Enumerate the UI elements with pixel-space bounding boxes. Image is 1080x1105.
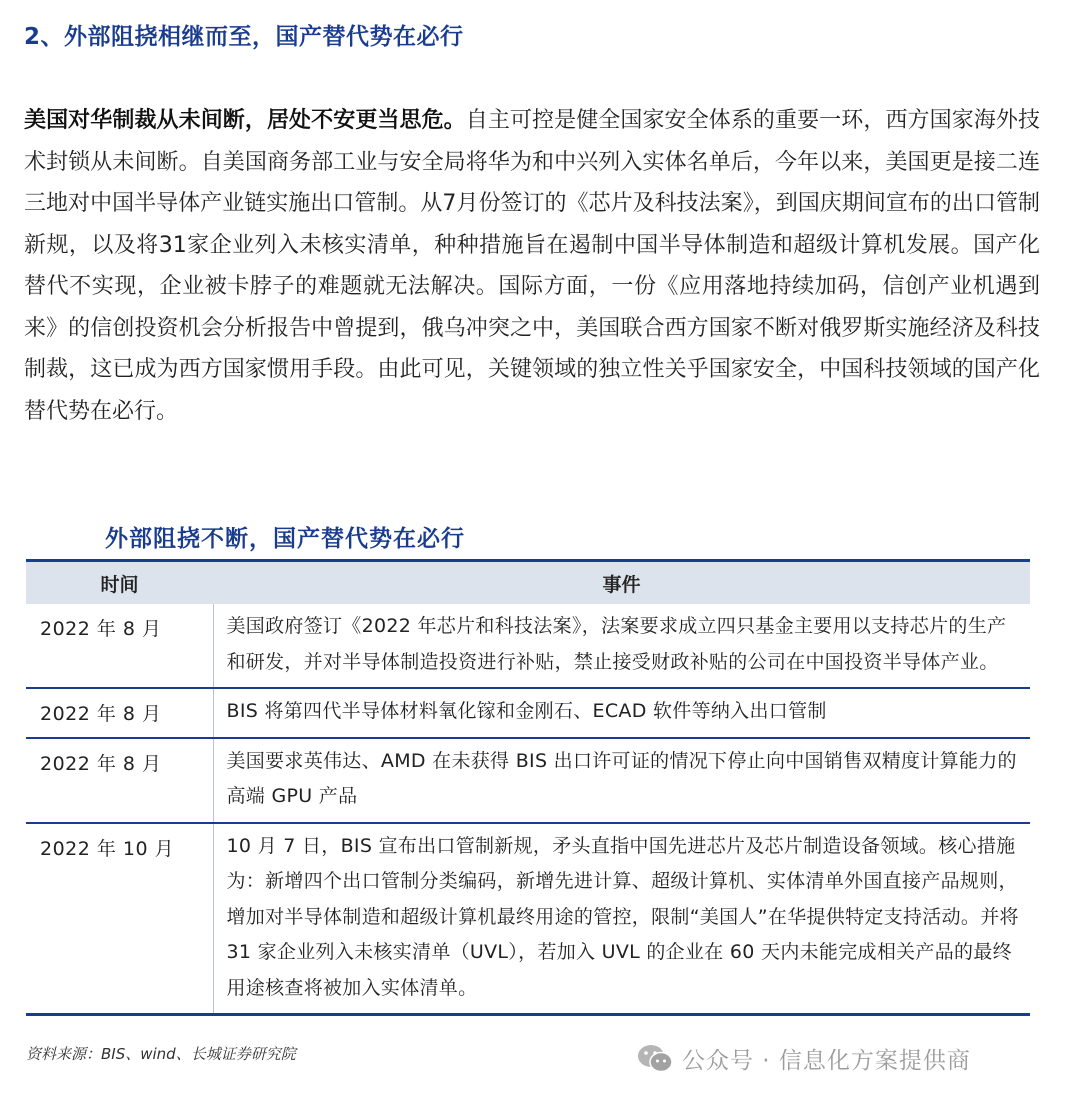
row-time: 2022 年 8 月: [26, 688, 213, 738]
paragraph-lead: 美国对华制裁从未间断，居处不安更当思危。: [24, 108, 466, 133]
row-time: 2022 年 10 月: [26, 823, 213, 1015]
row-event: BIS 将第四代半导体材料氧化镓和金刚石、ECAD 软件等纳入出口管制: [213, 688, 1030, 738]
header-event: 事件: [213, 561, 1030, 605]
events-table: [26, 559, 1030, 1016]
watermark: [636, 1042, 971, 1075]
row-event: 10 月 7 日，BIS 宣布出口管制新规，矛头直指中国先进芯片及芯片制造设备领域。核心措施为：新增四个出口管制分类编码，新增先进计算、超级计算机、实体清单外国直接产品规则，增加对半导体制造和超级计算机最终用途的管控，限制“美国人”在华提供特定支持活动。并将 31 家企业列入未核实清单（UVL），若加入 UVL 的企业在 60 天内未能完成相关产品的最终用途核查将被加入实体清单。: [213, 823, 1030, 1015]
table-row: [26, 688, 1030, 738]
wechat-icon: [636, 1043, 674, 1075]
row-time: 2022 年 8 月: [40, 618, 162, 640]
table-row: [26, 823, 1030, 1015]
table-header-row: [26, 561, 1030, 605]
row-event: 美国政府签订《2022 年芯片和科技法案》，法案要求成立四只基金主要用以支持芯片的生产和研发，并对半导体制造投资进行补贴，禁止接受财政补贴的公司在中国投资半导体产业。: [213, 604, 1030, 688]
row-time: 2022 年 8 月: [26, 738, 213, 823]
paragraph-body: 自主可控是健全国家安全体系的重要一环，西方国家海外技术封锁从未间断。自美国商务部工业与安全局将华为和中兴列入实体名单后，今年以来，美国更是接二连三地对中国半导体产业链实施出口管制。从7月份签订的《芯片及科技法案》，到国庆期间宣布的出口管制新规，以及将31家企业列入未核实清单，种种措施旨在遏制中国半导体制造和超级计算机发展。国产化替代不实现，企业被卡脖子的难题就无法解决。国际方面，一份《应用落地持续加码，信创产业机遇到来》的信创投资机会分析报告中曾提到，俄乌冲突之中，美国联合西方国家不断对俄罗斯实施经济及科技制裁，这已成为西方国家惯用手段。由此可见，关键领域的独立性关乎国家安全，中国科技领域的国产化替代势在必行。: [24, 108, 1040, 424]
table-title: 外部阻挠不断，国产替代势在必行: [105, 525, 465, 552]
table-row: [26, 738, 1030, 823]
header-time: 时间: [26, 561, 213, 605]
row-event: 美国要求英伟达、AMD 在未获得 BIS 出口许可证的情况下停止向中国销售双精度计算能力的高端 GPU 产品: [213, 738, 1030, 823]
watermark-text: 公众号 · 信息化方案提供商: [682, 1048, 971, 1074]
section-heading: 2、外部阻挠相继而至，国产替代势在必行: [24, 24, 464, 50]
body-paragraph: [24, 100, 1040, 432]
table-row: [26, 604, 1030, 688]
source-note: 资料来源：BIS、wind、长城证券研究院: [26, 1045, 296, 1063]
